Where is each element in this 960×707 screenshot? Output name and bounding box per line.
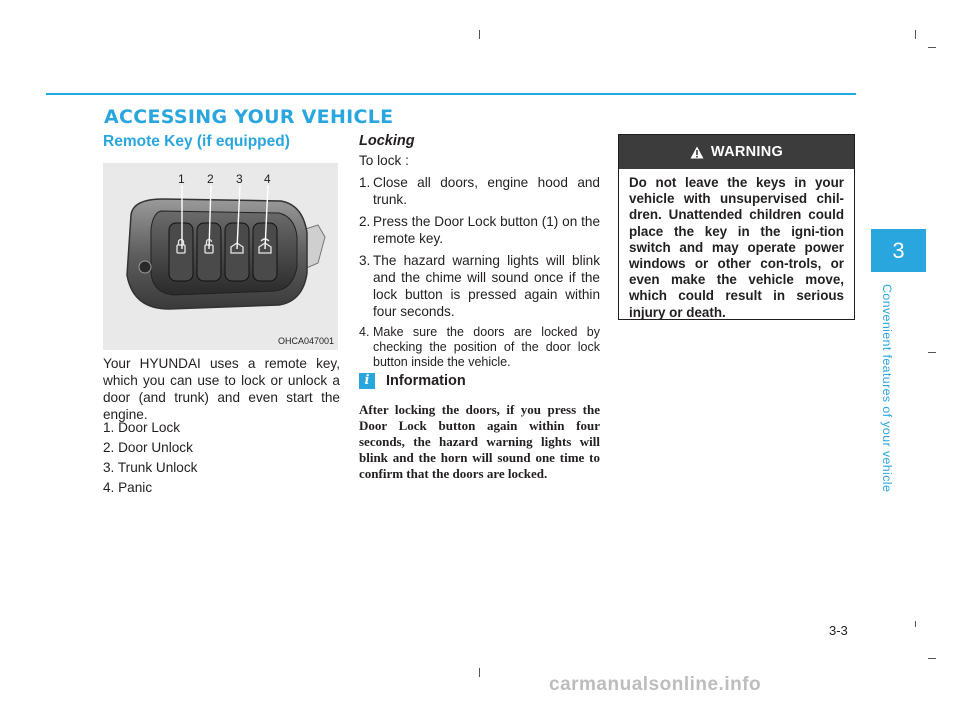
remote-key-figure [103, 163, 338, 350]
information-heading [359, 373, 466, 389]
locking-steps [359, 152, 600, 375]
callout-2: 2 [207, 172, 214, 186]
chapter-label: Convenient features of your vehicle [880, 284, 894, 493]
remote-key-button-list [103, 419, 333, 499]
crop-mark [915, 621, 916, 627]
step-text: The hazard warning lights will blink and the chime will sound once if the lock button is pressed again within four seconds. [373, 253, 600, 319]
information-text: After locking the doors, if you press the Door Lock button again within four seconds, the hazard warning lights will blink and the horn will sound one time to confirm that the doors are locked. [359, 402, 600, 481]
remote-key-intro: Your HYUNDAI uses a remote key, which you can use to lock or unlock a door (and trunk) and even start the engine. [103, 356, 340, 422]
step-text: Make sure the doors are locked by checking the position of the door lock button inside the vehicle. [373, 325, 600, 369]
information-title: Information [386, 373, 466, 389]
info-icon: i [359, 373, 375, 389]
step-text: Press the Door Lock button (1) on the remote key. [373, 214, 600, 246]
locking-lead: To lock : [359, 153, 409, 168]
chapter-tab: 3 [871, 229, 926, 272]
warning-box [618, 134, 855, 320]
warning-triangle-icon [690, 146, 704, 159]
figure-code: OHCA047001 [277, 336, 334, 346]
page-number: 3-3 [829, 623, 848, 638]
step-number: 3. [359, 253, 371, 268]
section-title: ACCESSING YOUR VEHICLE [104, 106, 394, 128]
list-item [359, 252, 600, 320]
crop-mark [928, 47, 936, 48]
step-number: 1. [359, 175, 371, 190]
list-item [359, 174, 600, 208]
crop-mark [479, 668, 480, 677]
watermark: carmanualsonline.info [549, 674, 762, 695]
list-item: 4. Panic [103, 480, 153, 495]
crop-mark [928, 352, 936, 353]
crop-mark [928, 658, 936, 659]
callout-3: 3 [236, 172, 243, 186]
step-text: Close all doors, engine hood and trunk. [373, 175, 600, 207]
remote-key-heading: Remote Key (if equipped) [103, 133, 290, 150]
list-item: 3. Trunk Unlock [103, 460, 198, 475]
crop-mark [479, 30, 480, 39]
warning-header [619, 135, 854, 169]
step-number: 2. [359, 214, 371, 229]
step-number: 4. [359, 325, 370, 339]
warning-title: WARNING [710, 144, 784, 160]
callout-4: 4 [264, 172, 271, 186]
callout-1: 1 [178, 172, 185, 186]
list-item: 1. Door Lock [103, 420, 181, 435]
list-item [359, 213, 600, 247]
remote-key-illustration [103, 163, 338, 350]
list-item [359, 325, 600, 370]
header-rule [46, 93, 856, 95]
locking-heading: Locking [359, 133, 415, 149]
crop-mark [915, 30, 916, 39]
warning-text: Do not leave the keys in your vehicle with unsupervised chil-dren. Unattended children could place the key in the igni-tion switch and may operate power windows or other con-trols, or even make the vehicle move, which could result in serious injury or death. [629, 175, 844, 320]
list-item: 2. Door Unlock [103, 440, 193, 455]
